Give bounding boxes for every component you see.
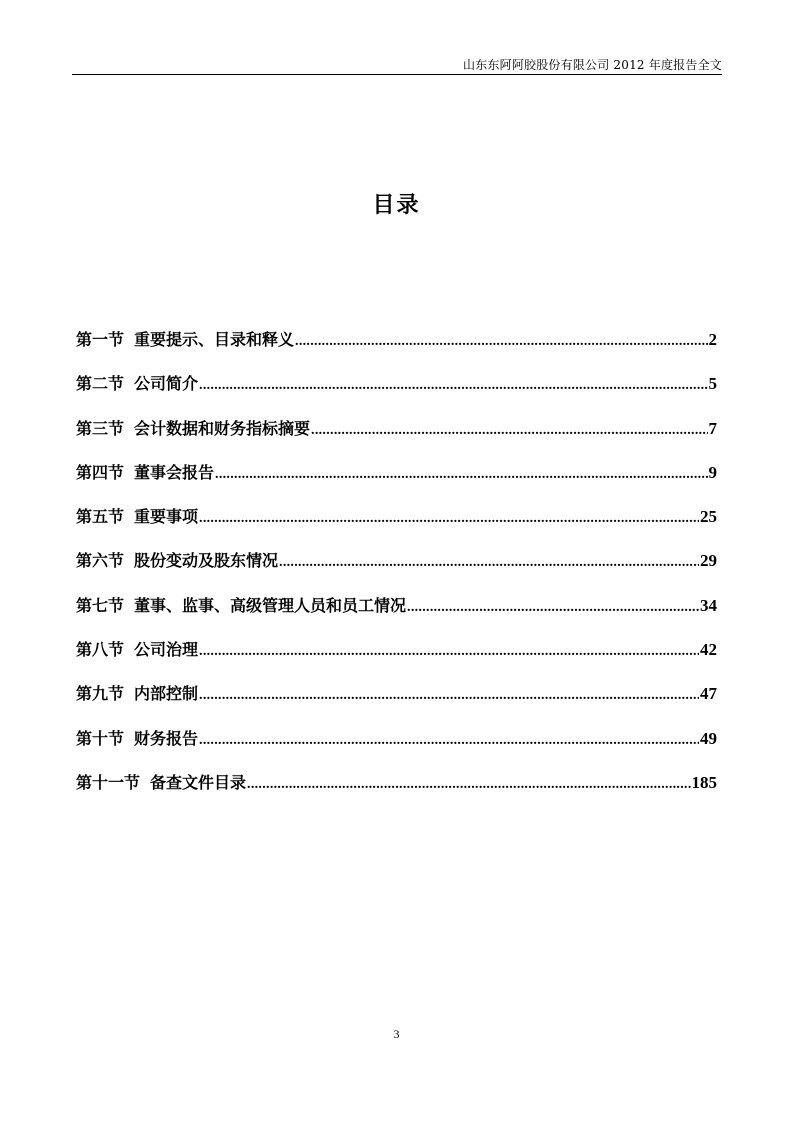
toc-page-number: 25 (700, 507, 717, 527)
toc-page-number: 34 (700, 595, 717, 615)
toc-page-number: 185 (691, 772, 717, 792)
toc-page-number: 5 (708, 374, 717, 394)
toc-section-number: 第八节 (76, 640, 125, 660)
toc-leader-dots (407, 600, 699, 616)
toc-entry-5[interactable] (76, 504, 717, 548)
toc-section-title: 重要提示、目录和释义 (134, 330, 295, 349)
toc-page-number: 9 (708, 462, 717, 482)
toc-page-number: 7 (708, 418, 717, 438)
toc-entry-2[interactable] (76, 371, 717, 415)
toc-entry-4[interactable] (76, 460, 717, 504)
toc-section-title: 财务报告 (134, 728, 199, 748)
page-title: 目录 (372, 193, 421, 218)
toc-section-title: 公司简介 (134, 374, 199, 394)
toc-section-number: 第七节 (76, 595, 125, 615)
toc-entry-3[interactable] (76, 416, 717, 460)
toc-section-title: 董事、监事、高级管理人员和员工情况 (134, 595, 407, 615)
toc-section-number: 第六节 (76, 551, 125, 571)
toc-section-title: 备查文件目录 (150, 772, 247, 792)
toc-leader-dots (215, 467, 707, 483)
toc-leader-dots (199, 733, 699, 749)
toc-leader-dots (295, 334, 707, 350)
toc-section-title: 公司治理 (134, 640, 199, 660)
toc-entry-1[interactable] (76, 327, 717, 371)
toc-leader-dots (199, 511, 699, 527)
toc-leader-dots (199, 688, 699, 704)
toc-entry-8[interactable] (76, 637, 717, 681)
toc-section-title: 内部控制 (134, 684, 199, 704)
toc-section-number: 第一节 (76, 330, 125, 349)
toc-section-title: 股份变动及股东情况 (134, 551, 279, 571)
page-number: 3 (393, 1027, 400, 1041)
toc-section-number: 第十一节 (76, 772, 141, 792)
toc-entry-11[interactable] (76, 770, 717, 814)
toc-page-number: 42 (700, 640, 717, 660)
toc-leader-dots (199, 378, 707, 394)
toc-section-number: 第二节 (76, 374, 125, 394)
toc-entry-7[interactable] (76, 593, 717, 637)
toc-page-number: 29 (700, 551, 717, 571)
toc-section-title: 董事会报告 (134, 462, 215, 482)
toc-section-number: 第四节 (76, 462, 125, 482)
toc-page-number: 2 (708, 330, 717, 349)
toc-section-number: 第十节 (76, 728, 125, 748)
toc-leader-dots (279, 555, 699, 571)
toc-leader-dots (311, 423, 707, 439)
toc-section-title: 会计数据和财务指标摘要 (134, 418, 311, 438)
header-text: 山东东阿阿胶股份有限公司 2012 年度报告全文 (463, 58, 722, 72)
table-of-contents (76, 327, 717, 814)
page-header (72, 54, 722, 75)
toc-section-title: 重要事项 (134, 507, 199, 527)
toc-leader-dots (199, 644, 699, 660)
toc-entry-9[interactable] (76, 681, 717, 725)
toc-entry-10[interactable] (76, 726, 717, 770)
toc-section-number: 第五节 (76, 507, 125, 527)
toc-entry-6[interactable] (76, 548, 717, 592)
toc-section-number: 第九节 (76, 684, 125, 704)
toc-section-number: 第三节 (76, 418, 125, 438)
toc-page-number: 47 (700, 684, 717, 704)
toc-page-number: 49 (700, 728, 717, 748)
toc-leader-dots (247, 777, 690, 793)
